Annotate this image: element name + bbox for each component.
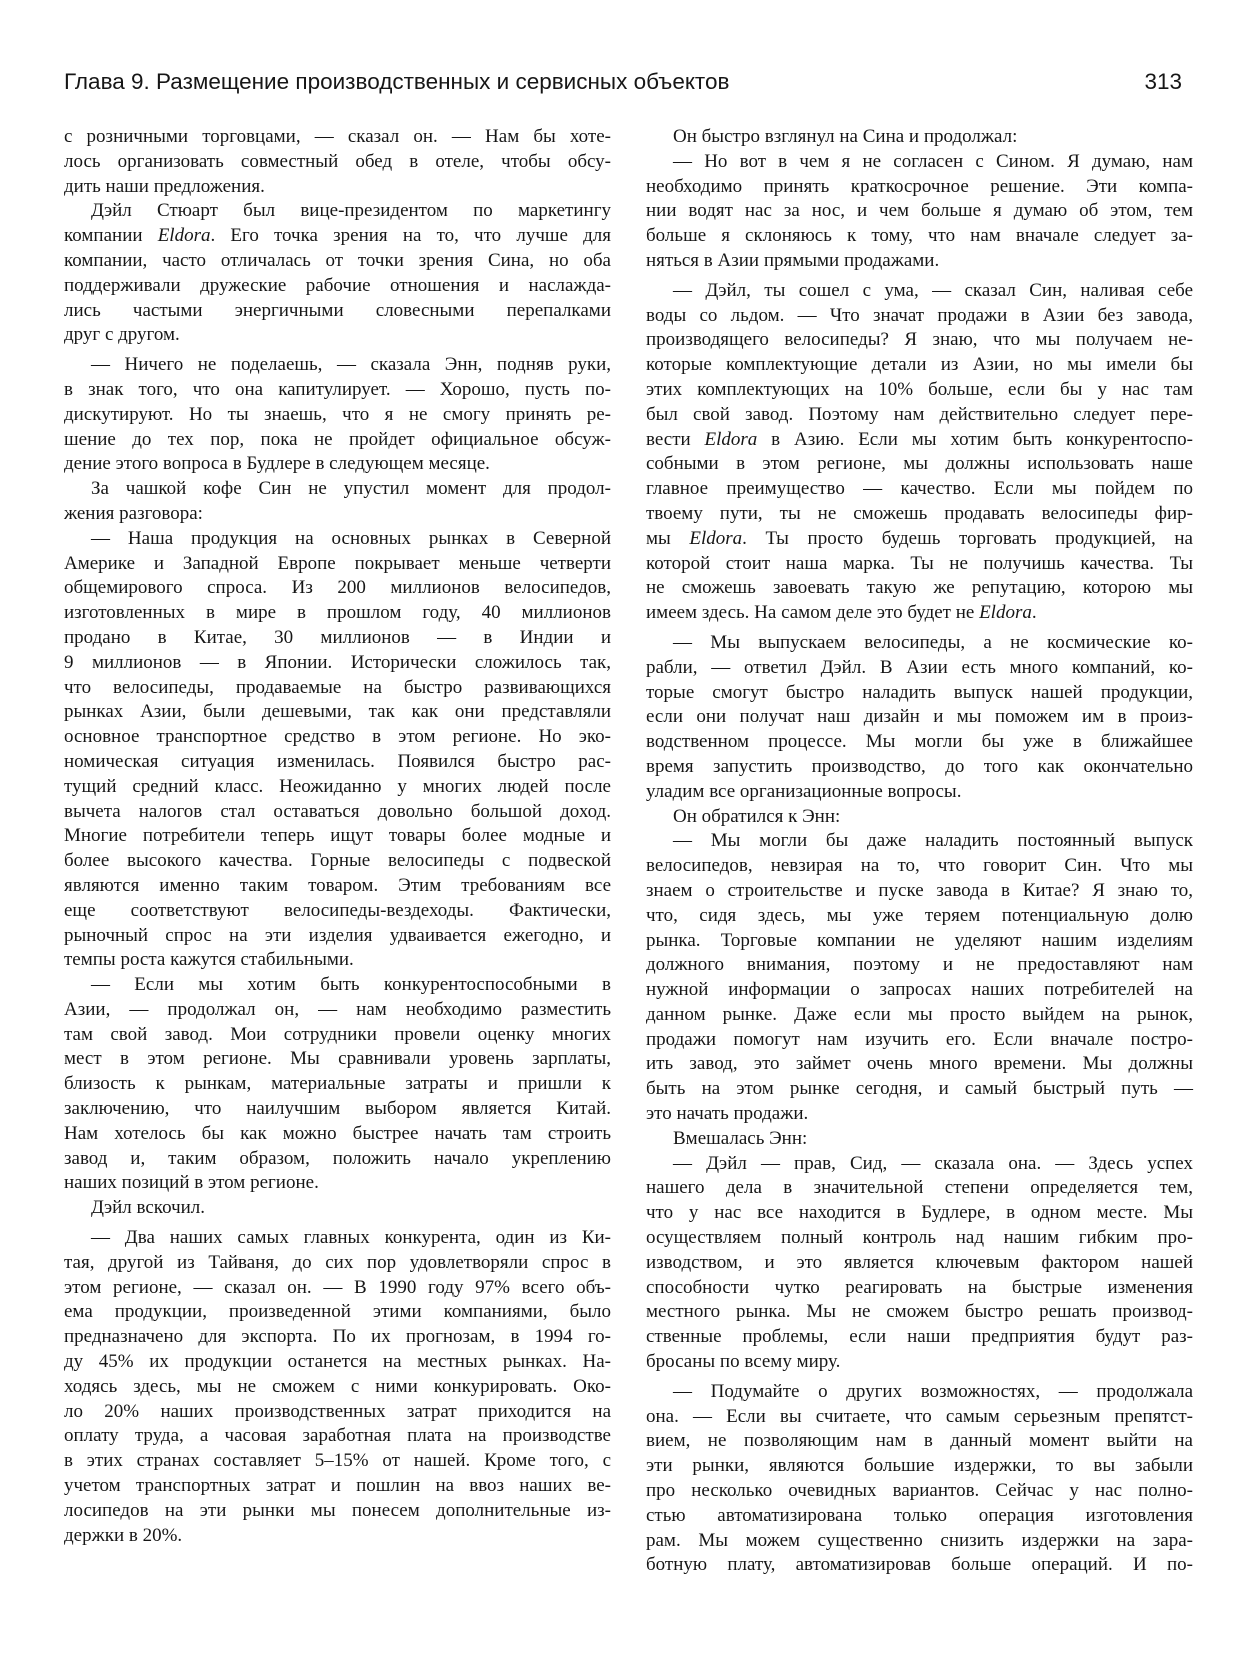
- text-line: рынка. Торговые компании не уделяют нашим изделиям: [646, 929, 1193, 951]
- text-line: бросаны по всему миру.: [646, 1351, 841, 1373]
- page-number: 313: [1144, 69, 1182, 94]
- text-line: вести Eldora в Азию. Если мы хотим быть конкурентоспо-: [646, 428, 1193, 450]
- text-line: продажи помогут нам изучить его. Если вначале постро-: [646, 1028, 1193, 1050]
- text-line: местного рынка. Мы не сможем быстро решать производ-: [646, 1301, 1193, 1323]
- text-line: про несколько очевидных вариантов. Сейчас у нас полно-: [646, 1480, 1193, 1502]
- text-line: воды со льдом. — Что значат продажи в Азии без завода,: [646, 304, 1193, 326]
- text-line: наших позиций в этом регионе.: [64, 1172, 319, 1194]
- text-line: ственные проблемы, если наши предприятия будут раз-: [646, 1326, 1193, 1348]
- text-line: — Наша продукция на основных рынках в Северной: [91, 527, 611, 549]
- text-line: тущий средний класс. Неожиданно у многих людей после: [64, 775, 611, 797]
- text-line: стью автоматизирована только операция изготовления: [646, 1504, 1193, 1526]
- text-line: быть на этом рынке сегодня, и самый быстрый путь —: [646, 1078, 1193, 1100]
- text-line: рабли, — ответил Дэйл. В Азии есть много компаний, ко-: [646, 656, 1193, 678]
- text-line: этом регионе, — сказал он. — В 1990 году 97% всего объ-: [64, 1276, 611, 1298]
- text-line: собными в этом регионе, мы должны использовать наше: [646, 453, 1193, 475]
- text-line: изводством, и это является ключевым фактором нашей: [646, 1251, 1193, 1273]
- text-line: — Мы могли бы даже наладить постоянный выпуск: [673, 830, 1193, 852]
- text-line: был свой завод. Поэтому нам действительно следует пере-: [646, 403, 1193, 425]
- text-line: — Дэйл, ты сошел с ума, — сказал Син, наливая себе: [673, 279, 1193, 301]
- text-line: номическая ситуация изменилась. Появился быстро рас-: [64, 750, 611, 772]
- text-line: производящего велосипеды? Я знаю, что мы получаем не-: [646, 329, 1193, 351]
- text-line: знаем о строительстве и пуске завода в Китае? Я знаю то,: [646, 879, 1193, 901]
- text-line: способности чутко реагировать на быстрые изменения: [646, 1276, 1193, 1298]
- text-line: которой стоит наша марка. Ты не получишь качества. Ты: [646, 552, 1193, 574]
- text-line: лосипедов на эти рынки мы понесем дополнительные из-: [64, 1499, 611, 1521]
- text-line: что, сидя здесь, мы уже теряем потенциальную долю: [646, 904, 1193, 926]
- text-line: не сможешь завоевать такую же репутацию, которою мы: [646, 577, 1193, 599]
- text-line: рыночный спрос на эти изделия удваивается ежегодно, и: [64, 924, 611, 946]
- text-line: заключению, что наилучшим выбором является Китай.: [64, 1098, 611, 1120]
- text-line: Америке и Западной Европе покрывает меньше четверти: [64, 552, 611, 574]
- text-line: если они получат наш дизайн и мы поможем им в произ-: [646, 706, 1193, 728]
- text-line: За чашкой кофе Син не упустил момент для продол-: [91, 478, 611, 500]
- text-line: учетом транспортных затрат и пошлин на ввоз наших ве-: [64, 1475, 611, 1497]
- text-line: время запустить производство, до того как окончательно: [646, 755, 1193, 777]
- text-line: предназначено для экспорта. По их прогнозам, в 1994 го-: [64, 1326, 611, 1348]
- text-line: — Подумайте о других возможностях, — продолжала: [673, 1380, 1193, 1402]
- text-line: это начать продажи.: [646, 1103, 809, 1125]
- text-line: ить завод, это займет очень много времени. Мы должны: [646, 1053, 1193, 1075]
- text-line: твоему пути, ты не сможешь продавать велосипеды фир-: [646, 502, 1193, 524]
- text-line: Нам хотелось бы как можно быстрее начать там строить: [64, 1122, 611, 1144]
- text-line: эти рынки, являются большие издержки, то вы забыли: [646, 1455, 1193, 1477]
- text-line: вычета налогов стал оставаться довольно большой доход.: [64, 800, 611, 822]
- left-text-column: [64, 125, 611, 1548]
- right-text-column: [646, 125, 1193, 1578]
- text-line: Дэйл Стюарт был вице-президентом по маркетингу: [91, 200, 611, 222]
- text-line: темпы роста кажутся стабильными.: [64, 949, 354, 971]
- text-line: лось организовать совместный обед в отеле, чтобы обсу-: [64, 150, 611, 172]
- text-line: жения разговора:: [64, 502, 203, 524]
- text-line: ходясь здесь, мы не сможем с ними конкурировать. Око-: [64, 1375, 611, 1397]
- text-line: Он быстро взглянул на Сина и продолжал:: [673, 126, 1018, 147]
- text-line: велосипедов, невзирая на то, что говорит Син. Что мы: [646, 855, 1193, 877]
- text-line: вием, не позволяющим нам в данный момент выйти на: [646, 1430, 1193, 1452]
- text-line: рам. Мы можем существенно снизить издержки на зара-: [646, 1529, 1193, 1551]
- text-line: нашего дела в значительной степени определяется тем,: [646, 1177, 1193, 1199]
- text-line: имеем здесь. На самом деле это будет не Eldora.: [646, 602, 1037, 624]
- text-line: Дэйл вскочил.: [91, 1197, 206, 1219]
- text-line: — Дэйл — прав, Сид, — сказала она. — Здесь успех: [673, 1152, 1193, 1174]
- text-line: тая, другой из Тайваня, до сих пор удовлетворяли спрос в: [64, 1251, 611, 1273]
- text-line: нии водят нас за нос, и чем больше я думаю об этом, тем: [646, 200, 1193, 222]
- text-line: компании Eldora. Его точка зрения на то, что лучше для: [64, 225, 611, 247]
- text-line: — Мы выпускаем велосипеды, а не космические ко-: [673, 631, 1193, 653]
- running-head: [64, 62, 1182, 102]
- text-line: в этих странах составляет 5–15% от нашей. Кроме того, с: [64, 1450, 611, 1472]
- text-line: должного внимания, поэтому и не предоставляют нам: [646, 954, 1193, 976]
- text-line: осуществляем полный контроль над нашим гибким про-: [646, 1227, 1193, 1249]
- text-line: — Два наших самых главных конкурента, один из Ки-: [91, 1227, 611, 1249]
- text-line: уладим все организационные вопросы.: [646, 780, 962, 802]
- text-line: шение до тех пор, пока не пройдет официальное обсуж-: [64, 428, 611, 450]
- text-line: этих комплектующих на 10% больше, если бы у нас там: [646, 378, 1193, 400]
- text-line: ботную плату, автоматизировав больше операций. И по-: [646, 1554, 1193, 1576]
- text-line: мест в этом регионе. Мы сравнивали уровень зарплаты,: [64, 1048, 611, 1070]
- text-line: ду 45% их продукции останется на местных рынках. На-: [64, 1351, 611, 1373]
- text-line: няться в Азии прямыми продажами.: [646, 249, 940, 271]
- text-line: мы Eldora. Ты просто будешь торговать продукцией, на: [646, 527, 1193, 549]
- text-line: в знак того, что она капитулирует. — Хорошо, пусть по-: [64, 378, 611, 400]
- text-line: — Ничего не поделаешь, — сказала Энн, подняв руки,: [91, 354, 611, 376]
- text-line: дискутируют. Но ты знаешь, что я не смогу принять ре-: [64, 403, 611, 425]
- text-line: друг с другом.: [64, 324, 180, 346]
- text-line: что велосипеды, продаваемые на быстро развивающихся: [64, 676, 611, 698]
- text-line: держки в 20%.: [64, 1524, 183, 1546]
- text-line: ема продукции, произведенной этими компаниями, было: [64, 1301, 611, 1323]
- text-line: необходимо принять краткосрочное решение. Эти компа-: [646, 175, 1193, 197]
- text-line: главное преимущество — качество. Если мы пойдем по: [646, 478, 1193, 500]
- text-line: которые комплектующие детали из Азии, но мы имели бы: [646, 354, 1193, 376]
- text-line: продано в Китае, 30 миллионов — в Индии и: [64, 626, 611, 648]
- text-line: нужной информации о запросах наших потребителей на: [646, 979, 1193, 1001]
- text-line: — Но вот в чем я не согласен с Сином. Я думаю, нам: [673, 150, 1193, 172]
- text-line: изготовленных в мире в прошлом году, 40 миллионов: [64, 602, 611, 624]
- text-line: там свой завод. Мои сотрудники провели оценку многих: [64, 1023, 611, 1045]
- text-line: водственном процессе. Мы могли бы уже в ближайшее: [646, 731, 1193, 753]
- text-line: торые смогут быстро наладить выпуск нашей продукции,: [646, 681, 1193, 703]
- text-line: оплату труда, а часовая заработная плата на производстве: [64, 1425, 611, 1447]
- text-line: дить наши предложения.: [64, 175, 265, 197]
- text-line: Многие потребители теперь ищут товары более модные и: [64, 825, 611, 847]
- text-line: — Если мы хотим быть конкурентоспособными в: [91, 974, 611, 996]
- text-line: с розничными торговцами, — сказал он. — Нам бы хоте-: [64, 126, 611, 147]
- text-line: основное транспортное средство в этом регионе. Но эко-: [64, 726, 611, 748]
- text-line: рынках Азии, были дешевыми, так как они представляли: [64, 701, 611, 723]
- text-line: ло 20% наших производственных затрат приходится на: [64, 1400, 611, 1422]
- text-line: Он обратился к Энн:: [673, 805, 841, 827]
- text-line: общемирового спроса. Из 200 миллионов велосипедов,: [64, 577, 611, 599]
- text-line: лись частыми энергичными словесными перепалками: [64, 299, 611, 321]
- chapter-title: Глава 9. Размещение производственных и сервисных объектов: [64, 69, 730, 94]
- text-line: завод и, таким образом, положить начало укреплению: [64, 1147, 611, 1169]
- text-line: поддерживали дружеские рабочие отношения и наслажда-: [64, 274, 611, 296]
- text-line: Вмешалась Энн:: [673, 1127, 808, 1149]
- text-line: больше я склоняюсь к тому, что нам вначале следует за-: [646, 225, 1193, 247]
- text-line: дение этого вопроса в Будлере в следующем месяце.: [64, 453, 490, 475]
- text-line: что у нас все находится в Будлере, в одном месте. Мы: [646, 1202, 1193, 1224]
- text-line: 9 миллионов — в Японии. Исторически сложилось так,: [64, 651, 611, 673]
- text-line: Азии, — продолжал он, — нам необходимо разместить: [64, 998, 611, 1020]
- text-line: еще соответствуют велосипеды-вездеходы. Фактически,: [64, 899, 611, 921]
- text-line: близость к рынкам, материальные затраты и пришли к: [64, 1073, 611, 1095]
- text-line: более высокого качества. Горные велосипеды с подвеской: [64, 850, 611, 872]
- text-line: она. — Если вы считаете, что самым серьезным препятст-: [646, 1405, 1193, 1427]
- text-line: данном рынке. Даже если мы просто выйдем на рынок,: [646, 1003, 1193, 1025]
- text-line: являются именно таким товаром. Этим требованиям все: [64, 874, 611, 896]
- text-line: компании, часто отличалась от точки зрения Сина, но оба: [64, 249, 611, 271]
